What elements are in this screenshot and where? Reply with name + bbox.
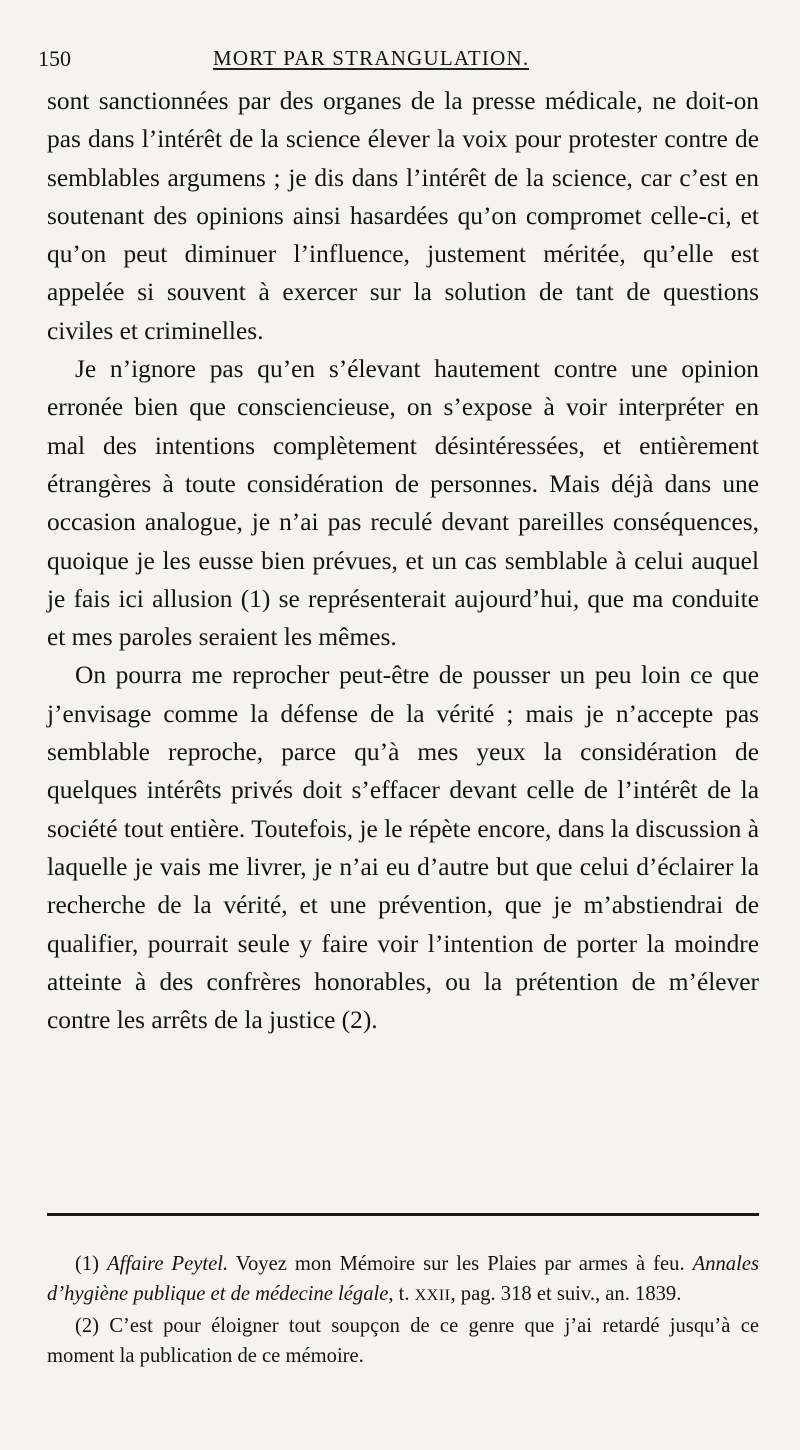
footnote-1 [47,1250,759,1310]
paragraph-continued: sont sanctionnées par des organes de la presse médicale, ne doit-on pas dans l’intérêt de la science élever la voix pour protester contre de semblables argumens ; je dis dans l’intérêt de la science, car c’est en soutenant des opinions ainsi hasardées qu’on compromet celle-ci, et qu’on peut diminuer l’influence, justement méritée, qu’elle est appelée si souvent à exercer sur la solution de tant de questions civiles et criminelles. [47,87,759,345]
footnote-journal-title: Annales d’hygiène publique et de médecine légale [47,1253,759,1305]
footnote-text: , t. [388,1282,415,1305]
running-head [30,46,756,76]
footnote-case-name: Affaire Peytel. [107,1253,229,1275]
footnote-text: Voyez mon Mémoire sur les Plaies par armes à feu. [228,1253,693,1275]
footnote-marker: (1) [75,1253,100,1275]
main-text [47,82,759,1039]
footnotes [47,1250,759,1373]
running-title: MORT PAR STRANGULATION. [213,46,530,70]
page-number: 150 [38,46,71,71]
footnote-2: (2) C’est pour éloigner tout soupçon de ce genre que j’ai retardé jusqu’à ce moment la publication de ce mémoire. [47,1315,759,1367]
paragraph: On pourra me reprocher peut-être de pousser un peu loin ce que j’envisage comme la défense de la vérité ; mais je n’accepte pas semblable reproche, parce qu’à mes yeux la considération de quelques intérêts privés doit s’effacer devant celle de l’intérêt de la société tout entière. Toutefois, je le répète encore, dans la discussion à laquelle je vais me livrer, je n’ai eu d’autre but que celui d’éclairer la recherche de la vérité, et une prévention, que je m’abstiendrai de qualifier, pourrait seule y faire voir l’intention de porter la moindre atteinte à des confrères honorables, ou la prétention de m’élever contre les arrêts de la justice (2). [47,661,759,1035]
footnote-separator-rule [47,1213,759,1216]
paragraph: Je n’ignore pas qu’en s’élevant hautement contre une opinion erronée bien que consciencieuse, on s’expose à voir interpréter en mal des intentions complètement désintéressées, et entièrement étrangères à toute considération de personnes. Mais déjà dans une occasion analogue, je n’ai pas reculé devant pareilles conséquences, quoique je les eusse bien prévues, et un cas semblable à celui auquel je fais ici allusion (1) se représenterait aujourd’hui, que ma conduite et mes paroles seraient les mêmes. [47,355,759,652]
footnote-volume: XXII [414,1286,451,1304]
footnote-text: , pag. 318 et suiv., an. 1839. [450,1282,682,1305]
